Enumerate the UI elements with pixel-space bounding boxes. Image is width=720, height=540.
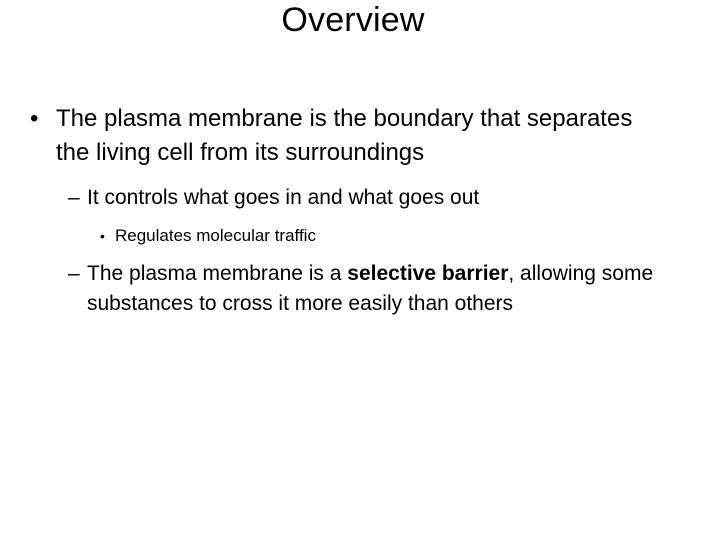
sub-point-text-start: The plasma membrane is a <box>87 262 348 285</box>
bullet-icon: • <box>30 105 39 132</box>
sub-point-1 <box>68 183 688 213</box>
sub-sub-point-1 <box>100 224 660 248</box>
bullet-point-1 <box>30 102 670 170</box>
sub-sub-point-text: Regulates molecular traffic <box>115 226 316 245</box>
dash-icon: – <box>68 262 80 285</box>
sub-point-text: It controls what goes in and what goes out <box>87 186 480 209</box>
dash-icon: – <box>68 186 80 209</box>
selective-barrier-term: selective barrier <box>347 262 509 285</box>
bullet-point-text: The plasma membrane is the boundary that separates the living cell from its surroundings <box>56 105 633 166</box>
sub-point-text-end: , allowing some substances to cross it more easily than others <box>87 262 654 315</box>
sub-point-text <box>87 259 688 319</box>
slide-title: Overview <box>281 1 425 39</box>
sub-point-2 <box>68 259 688 319</box>
bullet-icon: • <box>100 228 105 244</box>
